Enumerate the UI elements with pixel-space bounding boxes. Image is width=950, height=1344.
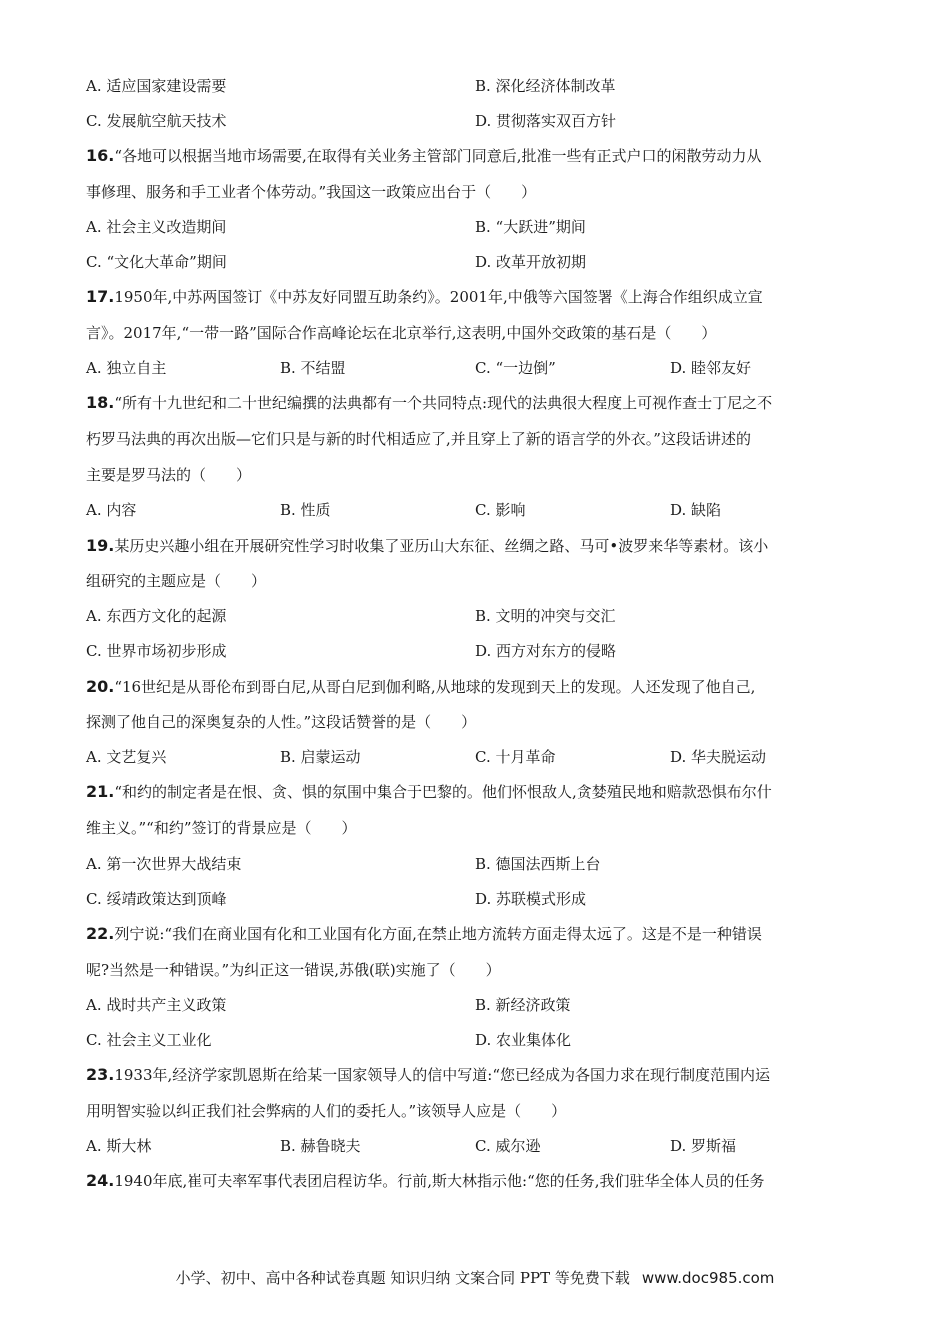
q23-option-b: B. 赫鲁晓夫 (280, 1137, 361, 1155)
q16-option-b: B. “大跃进”期间 (475, 218, 586, 236)
q18-option-a: A. 内容 (86, 501, 137, 519)
q22-stem-line-2: 呢?当然是一种错误。”为纠正这一错误,苏俄(联)实施了（ ） (86, 961, 501, 979)
q16-stem-line-2: 事修理、服务和手工业者个体劳动。”我国这一政策应出台于（ ） (86, 183, 537, 201)
q19-option-a: A. 东西方文化的起源 (86, 607, 227, 625)
page-footer (0, 1266, 950, 1290)
q23-stem-line-1 (86, 1063, 876, 1087)
q19-options-row-2 (86, 639, 876, 663)
q16-option-a: A. 社会主义改造期间 (86, 218, 227, 236)
q18-option-c: C. 影响 (475, 501, 526, 519)
question-number: 18. (86, 393, 115, 412)
q18-text-1: “所有十九世纪和二十世纪编撰的法典都有一个共同特点:现代的法典很大程度上可视作查士丁尼之不 (114, 394, 773, 412)
q17-option-c: C. “一边倒” (475, 359, 556, 377)
q18-option-d: D. 缺陷 (670, 501, 722, 519)
footer-url-link[interactable]: www.doc985.com (641, 1269, 775, 1287)
question-number: 19. (86, 536, 115, 555)
q23-text-1: 1933年,经济学家凯恩斯在给某一国家领导人的信中写道:“您已经成为各国力求在现行制度范围内运 (114, 1066, 771, 1084)
q17-option-b: B. 不结盟 (280, 359, 346, 377)
q17-stem-line-2: 言》。2017年,“一带一路”国际合作高峰论坛在北京举行,这表明,中国外交政策的基石是（ ） (86, 324, 717, 342)
question-number: 24. (86, 1171, 115, 1190)
q18-option-b: B. 性质 (280, 501, 331, 519)
q21-options-row-2 (86, 887, 876, 911)
q20-options-row (86, 745, 876, 769)
q23-options-row (86, 1134, 876, 1158)
q20-option-a: A. 文艺复兴 (86, 748, 167, 766)
q18-options-row (86, 498, 876, 522)
q19-option-c: C. 世界市场初步形成 (86, 642, 227, 660)
q22-text-1: 列宁说:“我们在商业国有化和工业国有化方面,在禁止地方流转方面走得太远了。这是不是一种错误 (114, 925, 762, 943)
q21-stem-line-2: 维主义。”“和约”签订的背景应是（ ） (86, 819, 357, 837)
q16-stem-line-1 (86, 144, 876, 168)
q20-stem-line-2: 探测了他自己的深奥复杂的人性。”这段话赞誉的是（ ） (86, 713, 477, 731)
q16-options-row-1 (86, 215, 876, 239)
q16-option-c: C. “文化大革命”期间 (86, 253, 227, 271)
question-number: 17. (86, 287, 115, 306)
q20-option-c: C. 十月革命 (475, 748, 556, 766)
q16-option-d: D. 改革开放初期 (475, 253, 587, 271)
q21-text-1: “和约的制定者是在恨、贪、惧的氛围中集合于巴黎的。他们怀恨敌人,贪婪殖民地和赔款恐惧布尔什 (114, 783, 772, 801)
question-number: 16. (86, 146, 115, 165)
q17-option-a: A. 独立自主 (86, 359, 167, 377)
q24-text-1: 1940年底,崔可夫率军事代表团启程访华。行前,斯大林指示他:“您的任务,我们驻华全体人员的任务 (114, 1172, 765, 1190)
q21-option-d: D. 苏联模式形成 (475, 890, 587, 908)
q21-stem-line-1 (86, 780, 876, 804)
q20-stem-line-1 (86, 675, 876, 699)
q21-option-a: A. 第一次世界大战结束 (86, 855, 242, 873)
q19-text-1: 某历史兴趣小组在开展研究性学习时收集了亚历山大东征、丝绸之路、马可•波罗来华等素材。该小 (114, 537, 769, 555)
q15-option-b: B. 深化经济体制改革 (475, 77, 616, 95)
q22-stem-line-1 (86, 922, 876, 946)
q17-text-1: 1950年,中苏两国签订《中苏友好同盟互助条约》。2001年,中俄等六国签署《上海合作组织成立宣 (114, 288, 763, 306)
q20-option-d: D. 华夫脱运动 (670, 748, 767, 766)
footer-text: 小学、初中、高中各种试卷真题 知识归纳 文案合同 PPT 等免费下载 (175, 1269, 630, 1287)
q22-option-c: C. 社会主义工业化 (86, 1031, 212, 1049)
q18-stem-line-2: 朽罗马法典的再次出版—它们只是与新的时代相适应了,并且穿上了新的语言学的外衣。”这段话讲述的 (86, 430, 751, 448)
q23-option-c: C. 威尔逊 (475, 1137, 541, 1155)
q15-options-row-2 (86, 109, 876, 133)
question-number: 20. (86, 677, 115, 696)
q17-option-d: D. 睦邻友好 (670, 359, 752, 377)
q21-options-row-1 (86, 852, 876, 876)
q15-options-row-1 (86, 74, 876, 98)
q19-option-d: D. 西方对东方的侵略 (475, 642, 617, 660)
q15-option-a: A. 适应国家建设需要 (86, 77, 227, 95)
q16-options-row-2 (86, 250, 876, 274)
question-number: 23. (86, 1065, 115, 1084)
question-number: 21. (86, 782, 115, 801)
q15-option-d: D. 贯彻落实双百方针 (475, 112, 617, 130)
q19-stem-line-1 (86, 534, 876, 558)
q23-option-d: D. 罗斯福 (670, 1137, 737, 1155)
q22-options-row-2 (86, 1028, 876, 1052)
q16-text-1: “各地可以根据当地市场需要,在取得有关业务主管部门同意后,批准一些有正式户口的闲散劳动力从 (114, 147, 762, 165)
q22-options-row-1 (86, 993, 876, 1017)
q18-stem-line-1 (86, 391, 876, 415)
q22-option-b: B. 新经济政策 (475, 996, 571, 1014)
q19-option-b: B. 文明的冲突与交汇 (475, 607, 616, 625)
q21-option-c: C. 绥靖政策达到顶峰 (86, 890, 227, 908)
q20-text-1: “16世纪是从哥伦布到哥白尼,从哥白尼到伽利略,从地球的发现到天上的发现。人还发现了他自己, (114, 678, 756, 696)
question-number: 22. (86, 924, 115, 943)
q21-option-b: B. 德国法西斯上台 (475, 855, 601, 873)
q17-stem-line-1 (86, 285, 876, 309)
q18-stem-line-3: 主要是罗马法的（ ） (86, 466, 252, 484)
q24-stem-line-1 (86, 1169, 876, 1193)
q23-stem-line-2: 用明智实验以纠正我们社会弊病的人们的委托人。”该领导人应是（ ） (86, 1102, 567, 1120)
q23-option-a: A. 斯大林 (86, 1137, 152, 1155)
q17-options-row (86, 356, 876, 380)
q19-options-row-1 (86, 604, 876, 628)
q19-stem-line-2: 组研究的主题应是（ ） (86, 572, 267, 590)
q20-option-b: B. 启蒙运动 (280, 748, 361, 766)
q15-option-c: C. 发展航空航天技术 (86, 112, 227, 130)
q22-option-a: A. 战时共产主义政策 (86, 996, 227, 1014)
q22-option-d: D. 农业集体化 (475, 1031, 572, 1049)
